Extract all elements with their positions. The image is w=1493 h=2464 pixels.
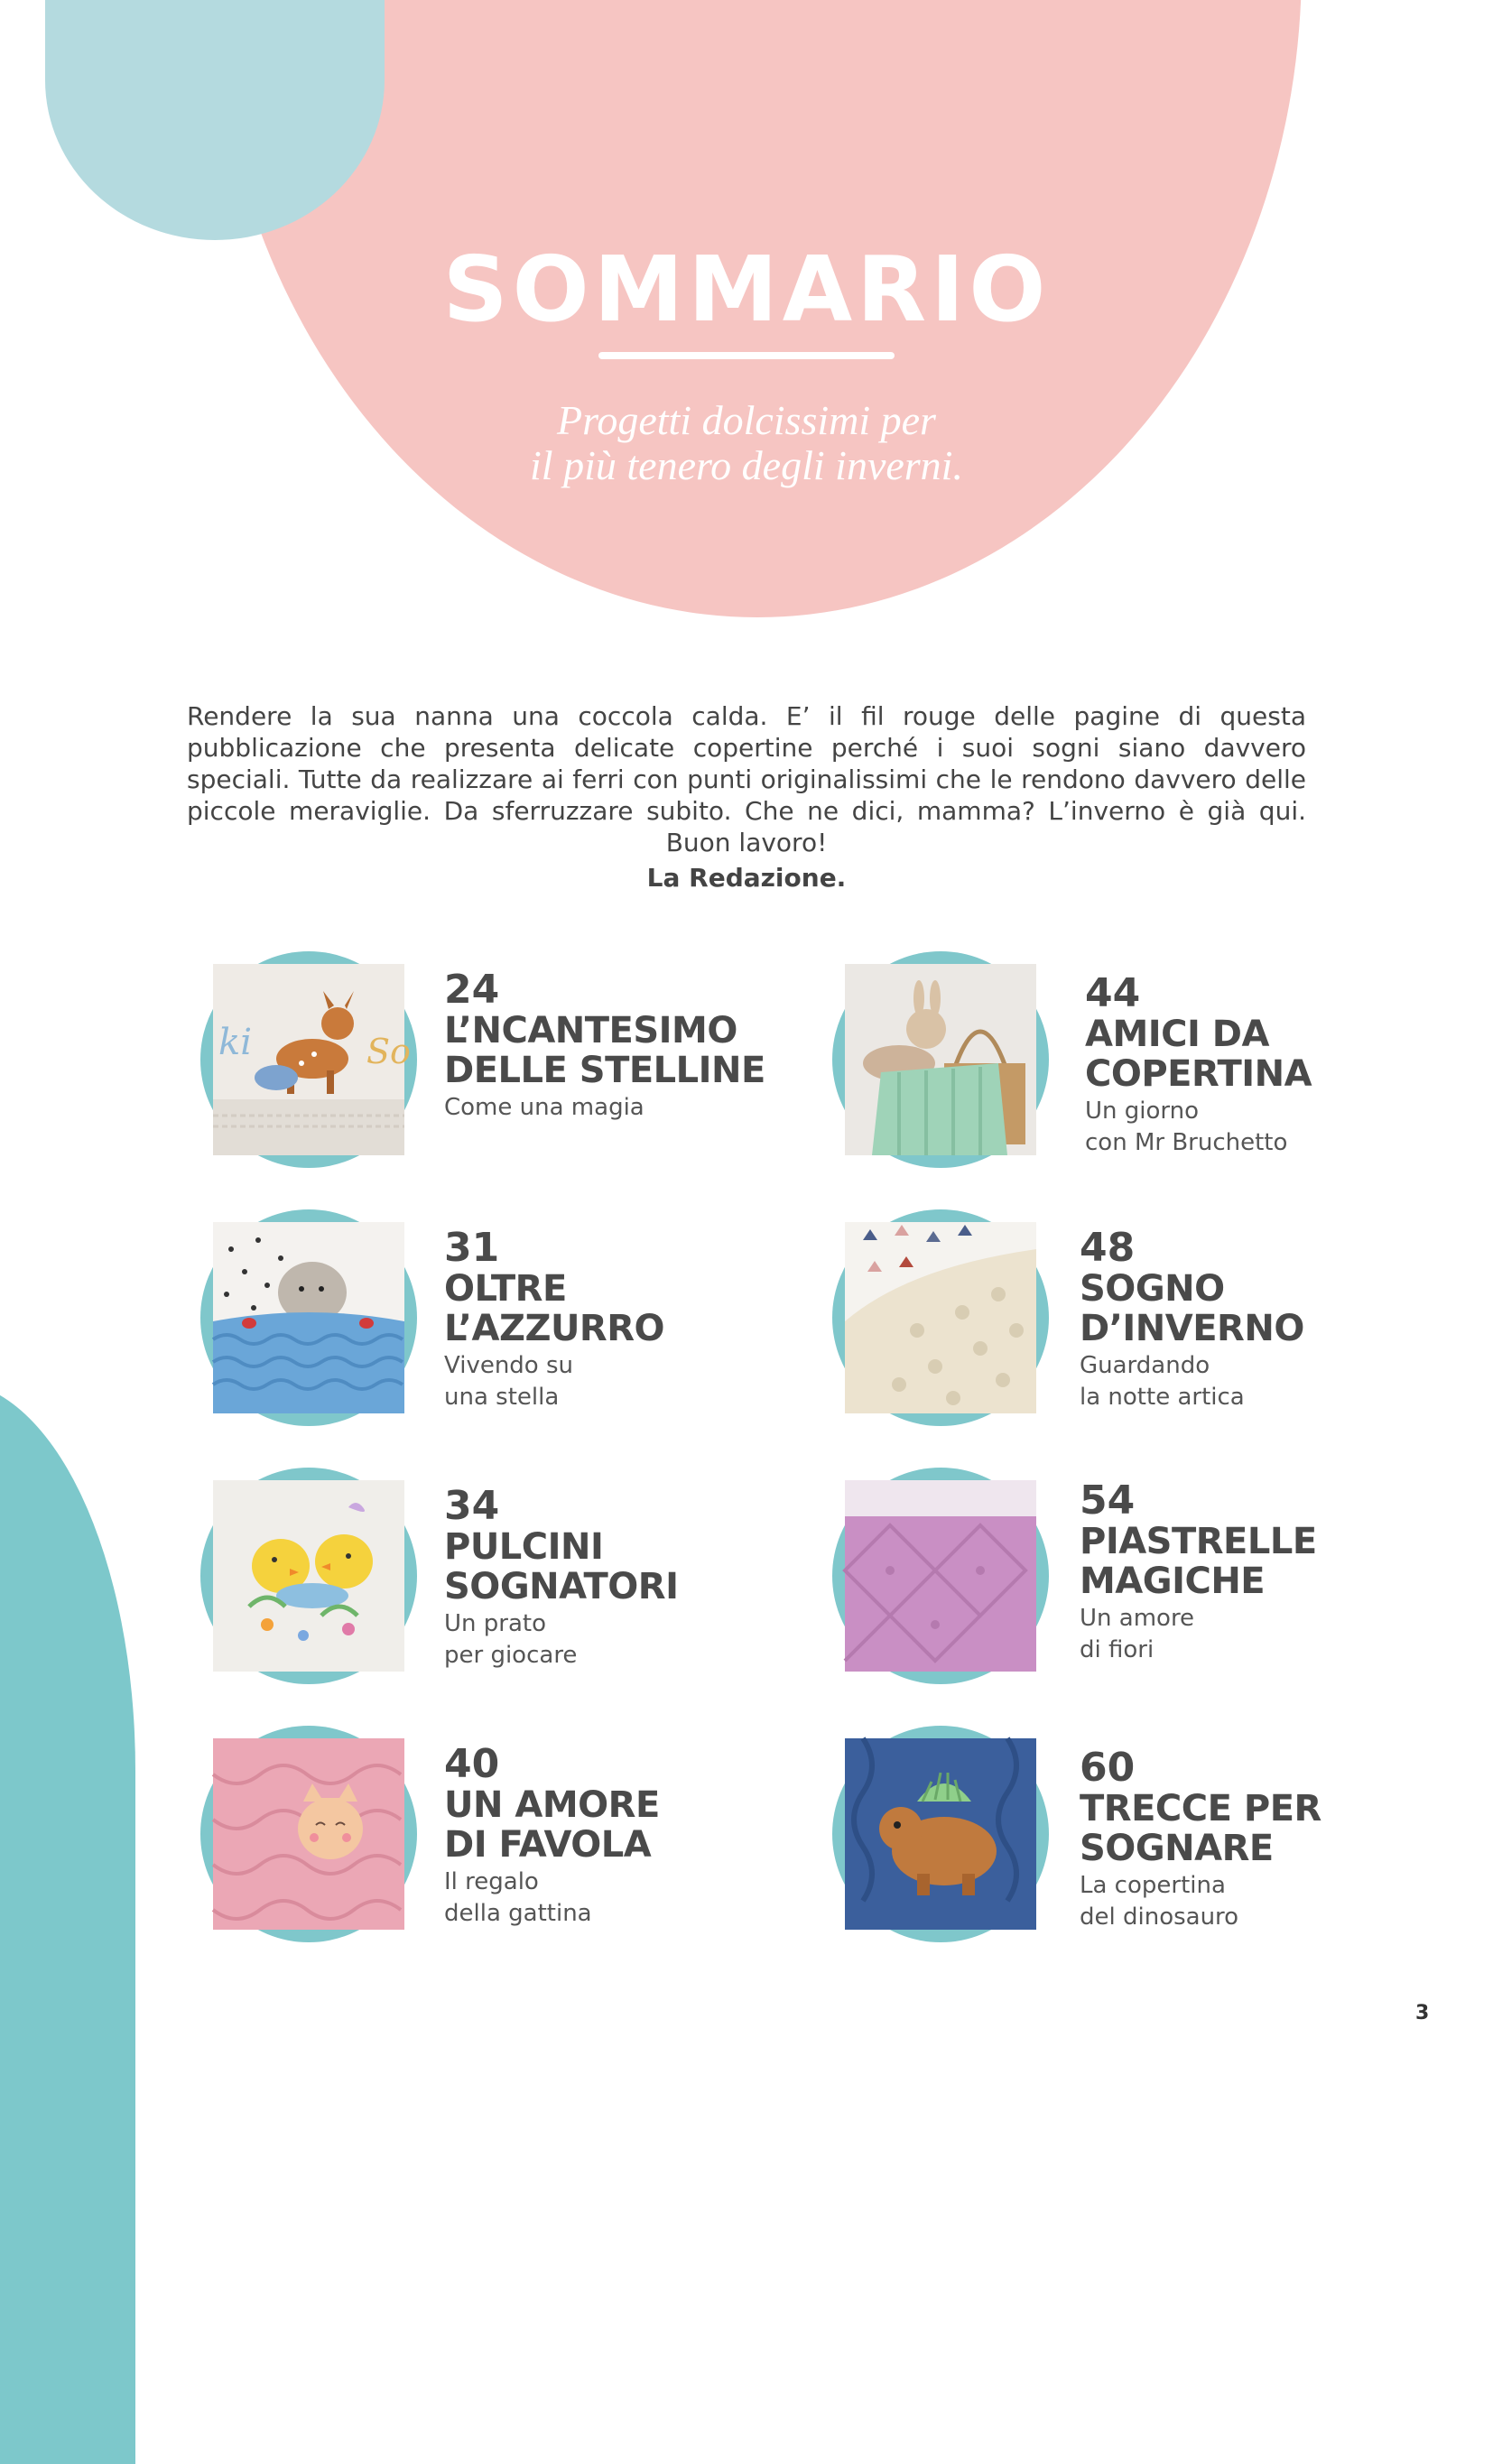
thumbnail-chicks-embroidery: [200, 1468, 417, 1684]
toc-entry[interactable]: [200, 1209, 850, 1435]
toc-entry[interactable]: [832, 1726, 1482, 1951]
toc-entry[interactable]: [200, 951, 850, 1177]
entry-description: La copertina del dinosauro: [1080, 1872, 1239, 1931]
svg-text:ki: ki: [218, 1022, 253, 1063]
toc-entry[interactable]: [200, 1726, 850, 1951]
entry-page-number: 24: [444, 967, 500, 1013]
toc-entry[interactable]: [832, 951, 1482, 1177]
entry-page-number: 31: [444, 1225, 500, 1271]
entry-description: Come una magia: [444, 1094, 644, 1121]
entry-description: Vivendo su una stella: [444, 1352, 573, 1411]
entry-title: PIASTRELLE MAGICHE: [1080, 1521, 1317, 1602]
entry-title: AMICI DA COPERTINA: [1085, 1014, 1312, 1095]
thumbnail-fawn-embroidery: [200, 951, 417, 1168]
thumbnail-cream-blanket: [832, 1209, 1049, 1426]
thumbnail-dinosaur-blanket: [832, 1726, 1049, 1942]
page-folio: 3: [1415, 2002, 1430, 2024]
thumbnail-lilac-blanket: [832, 1468, 1049, 1684]
subtitle-line: Progetti dolcissimi per: [557, 397, 936, 443]
page-title: SOMMARIO: [442, 236, 1051, 342]
entry-page-number: 34: [444, 1483, 500, 1529]
entry-title: L’NCANTESIMO DELLE STELLINE: [444, 1010, 765, 1091]
toc-entry[interactable]: [832, 1468, 1482, 1693]
thumbnail-pink-cat-blanket: [200, 1726, 417, 1942]
entry-page-number: 54: [1080, 1477, 1136, 1524]
entry-page-number: 48: [1080, 1225, 1136, 1271]
entry-title: UN AMORE DI FAVOLA: [444, 1784, 660, 1866]
entry-title: TRECCE PER SOGNARE: [1080, 1788, 1321, 1869]
entry-page-number: 60: [1080, 1745, 1136, 1791]
page-subtitle: [0, 398, 1493, 488]
teal-background-shape: [0, 1381, 135, 2464]
thumbnail-blue-blanket: [200, 1209, 417, 1426]
svg-text:So: So: [366, 1032, 411, 1071]
title-underline: [598, 352, 895, 359]
entry-page-number: 44: [1085, 970, 1141, 1016]
entry-description: Un amore di fiori: [1080, 1605, 1195, 1663]
entry-description: Guardando la notte artica: [1080, 1352, 1245, 1411]
signature: La Redazione.: [646, 863, 847, 893]
entry-title: OLTRE L’AZZURRO: [444, 1268, 665, 1349]
intro-paragraph: Rendere la sua nanna una coccola calda. E’ il fil rouge delle pagine di questa pubblicazione che presenta delicate copertine perché i suoi sogni siano davvero speciali. Tutte da realizzare ai ferri con punti originalissimi che le rendono davvero delle piccole meraviglie. Da sferruzzare subito. Che ne dici, mamma? L’inverno è già qui. Buon lavoro!: [187, 701, 1306, 857]
entry-description: Un prato per giocare: [444, 1610, 578, 1669]
entry-title: PULCINI SOGNATORI: [444, 1526, 679, 1607]
entry-title: SOGNO D’INVERNO: [1080, 1268, 1304, 1349]
entry-page-number: 40: [444, 1741, 500, 1787]
toc-entry[interactable]: [832, 1209, 1482, 1435]
thumbnail-bunny-basket: [832, 951, 1049, 1168]
entry-description: Il regalo della gattina: [444, 1868, 592, 1927]
entry-description: Un giorno con Mr Bruchetto: [1085, 1098, 1288, 1156]
subtitle-line: il più tenero degli inverni.: [530, 442, 963, 488]
toc-entry[interactable]: [200, 1468, 850, 1693]
